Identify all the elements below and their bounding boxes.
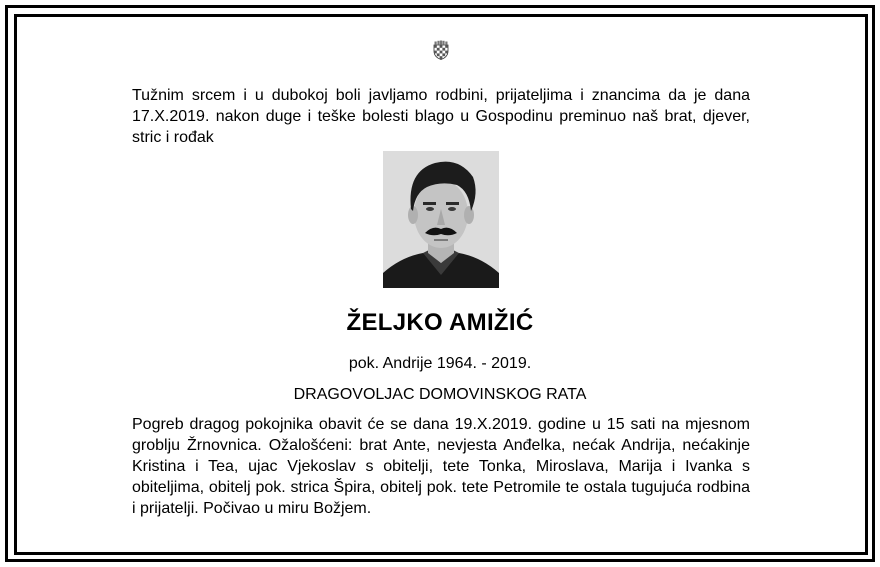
intro-paragraph: Tužnim srcem i u dubokoj boli javljamo rodbini, prijateljima i znancima da je dana 17.X.2019. nakon duge i teške bolesti blago u Gospodinu preminuo naš brat, djever, stric i rođak — [132, 87, 750, 146]
parent-and-years: pok. Andrije 1964. - 2019. — [348, 355, 532, 372]
veteran-title: DRAGOVOLJAC DOMOVINSKOG RATA — [293, 386, 587, 403]
deceased-name: ŽELJKO AMIŽIĆ — [346, 309, 534, 336]
croatian-crest-icon — [433, 40, 449, 60]
deceased-portrait-photo — [383, 151, 499, 288]
funeral-paragraph: Pogreb dragog pokojnika obavit će se dana 19.X.2019. godine u 15 sati na mjesnom groblju Žrnovnica. Ožalošćeni: brat Ante, nevjesta Anđelka, nećak Andrija, nećakinje Kristina i Tea, ujac Vjekoslav s obitelji, tete Tonka, Miroslava, Marija i Ivanka s obiteljima, obitelj pok. strica Špira, obitelj pok. tete Petromile te ostala tugujuća rodbina i prijatelji. Počivao u miru Božjem. — [132, 416, 750, 517]
